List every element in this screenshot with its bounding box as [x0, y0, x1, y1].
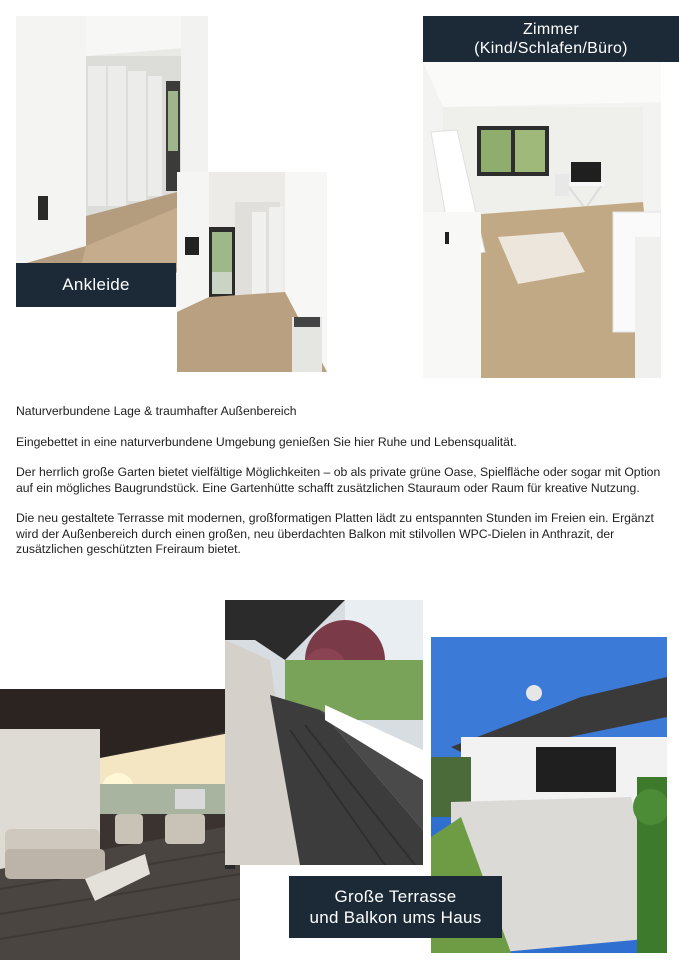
- terrasse-caption-line1: Große Terrasse: [334, 887, 457, 906]
- terrasse-caption: [289, 876, 502, 938]
- photo-long-balcony: [225, 600, 423, 865]
- zimmer-caption-line2: (Kind/Schlafen/Büro): [474, 40, 628, 57]
- photo-zimmer-room: [423, 62, 661, 378]
- terrasse-caption-line2: und Balkon ums Haus: [309, 908, 482, 927]
- description-heading: Naturverbundene Lage & traumhafter Außenbereich: [16, 404, 297, 418]
- zimmer-caption: [423, 16, 679, 62]
- description-paragraph-3: Die neu gestaltete Terrasse mit modernen, großformatigen Platten lädt zu entspannten Stunden im Freien ein. Ergänzt wird der Außenbereich durch einen großen, neu überdachten Balkon mit stilvollen WPC-Dielen in Anthrazit, der zusätzlichen geschützten Freiraum bietet.: [16, 511, 654, 556]
- photo-hallway: [177, 172, 327, 372]
- ankleide-caption: [16, 263, 176, 307]
- photo-balcony-lounge: [0, 689, 240, 960]
- description-paragraph-1: Eingebettet in eine naturverbundene Umgebung genießen Sie hier Ruhe und Lebensqualität.: [16, 434, 517, 449]
- description-paragraph-2: Der herrlich große Garten bietet vielfältige Möglichkeiten – ob als private grüne Oase, Spielfläche oder sogar mit Option auf ein mögliches Baugrundstück. Eine Gartenhütte schafft zusätzlichen Stauraum oder Raum für kreative Nutzung.: [16, 465, 661, 495]
- ankleide-caption-text: Ankleide: [62, 275, 130, 294]
- zimmer-caption-line1: Zimmer: [522, 21, 579, 38]
- description-text: [16, 404, 666, 573]
